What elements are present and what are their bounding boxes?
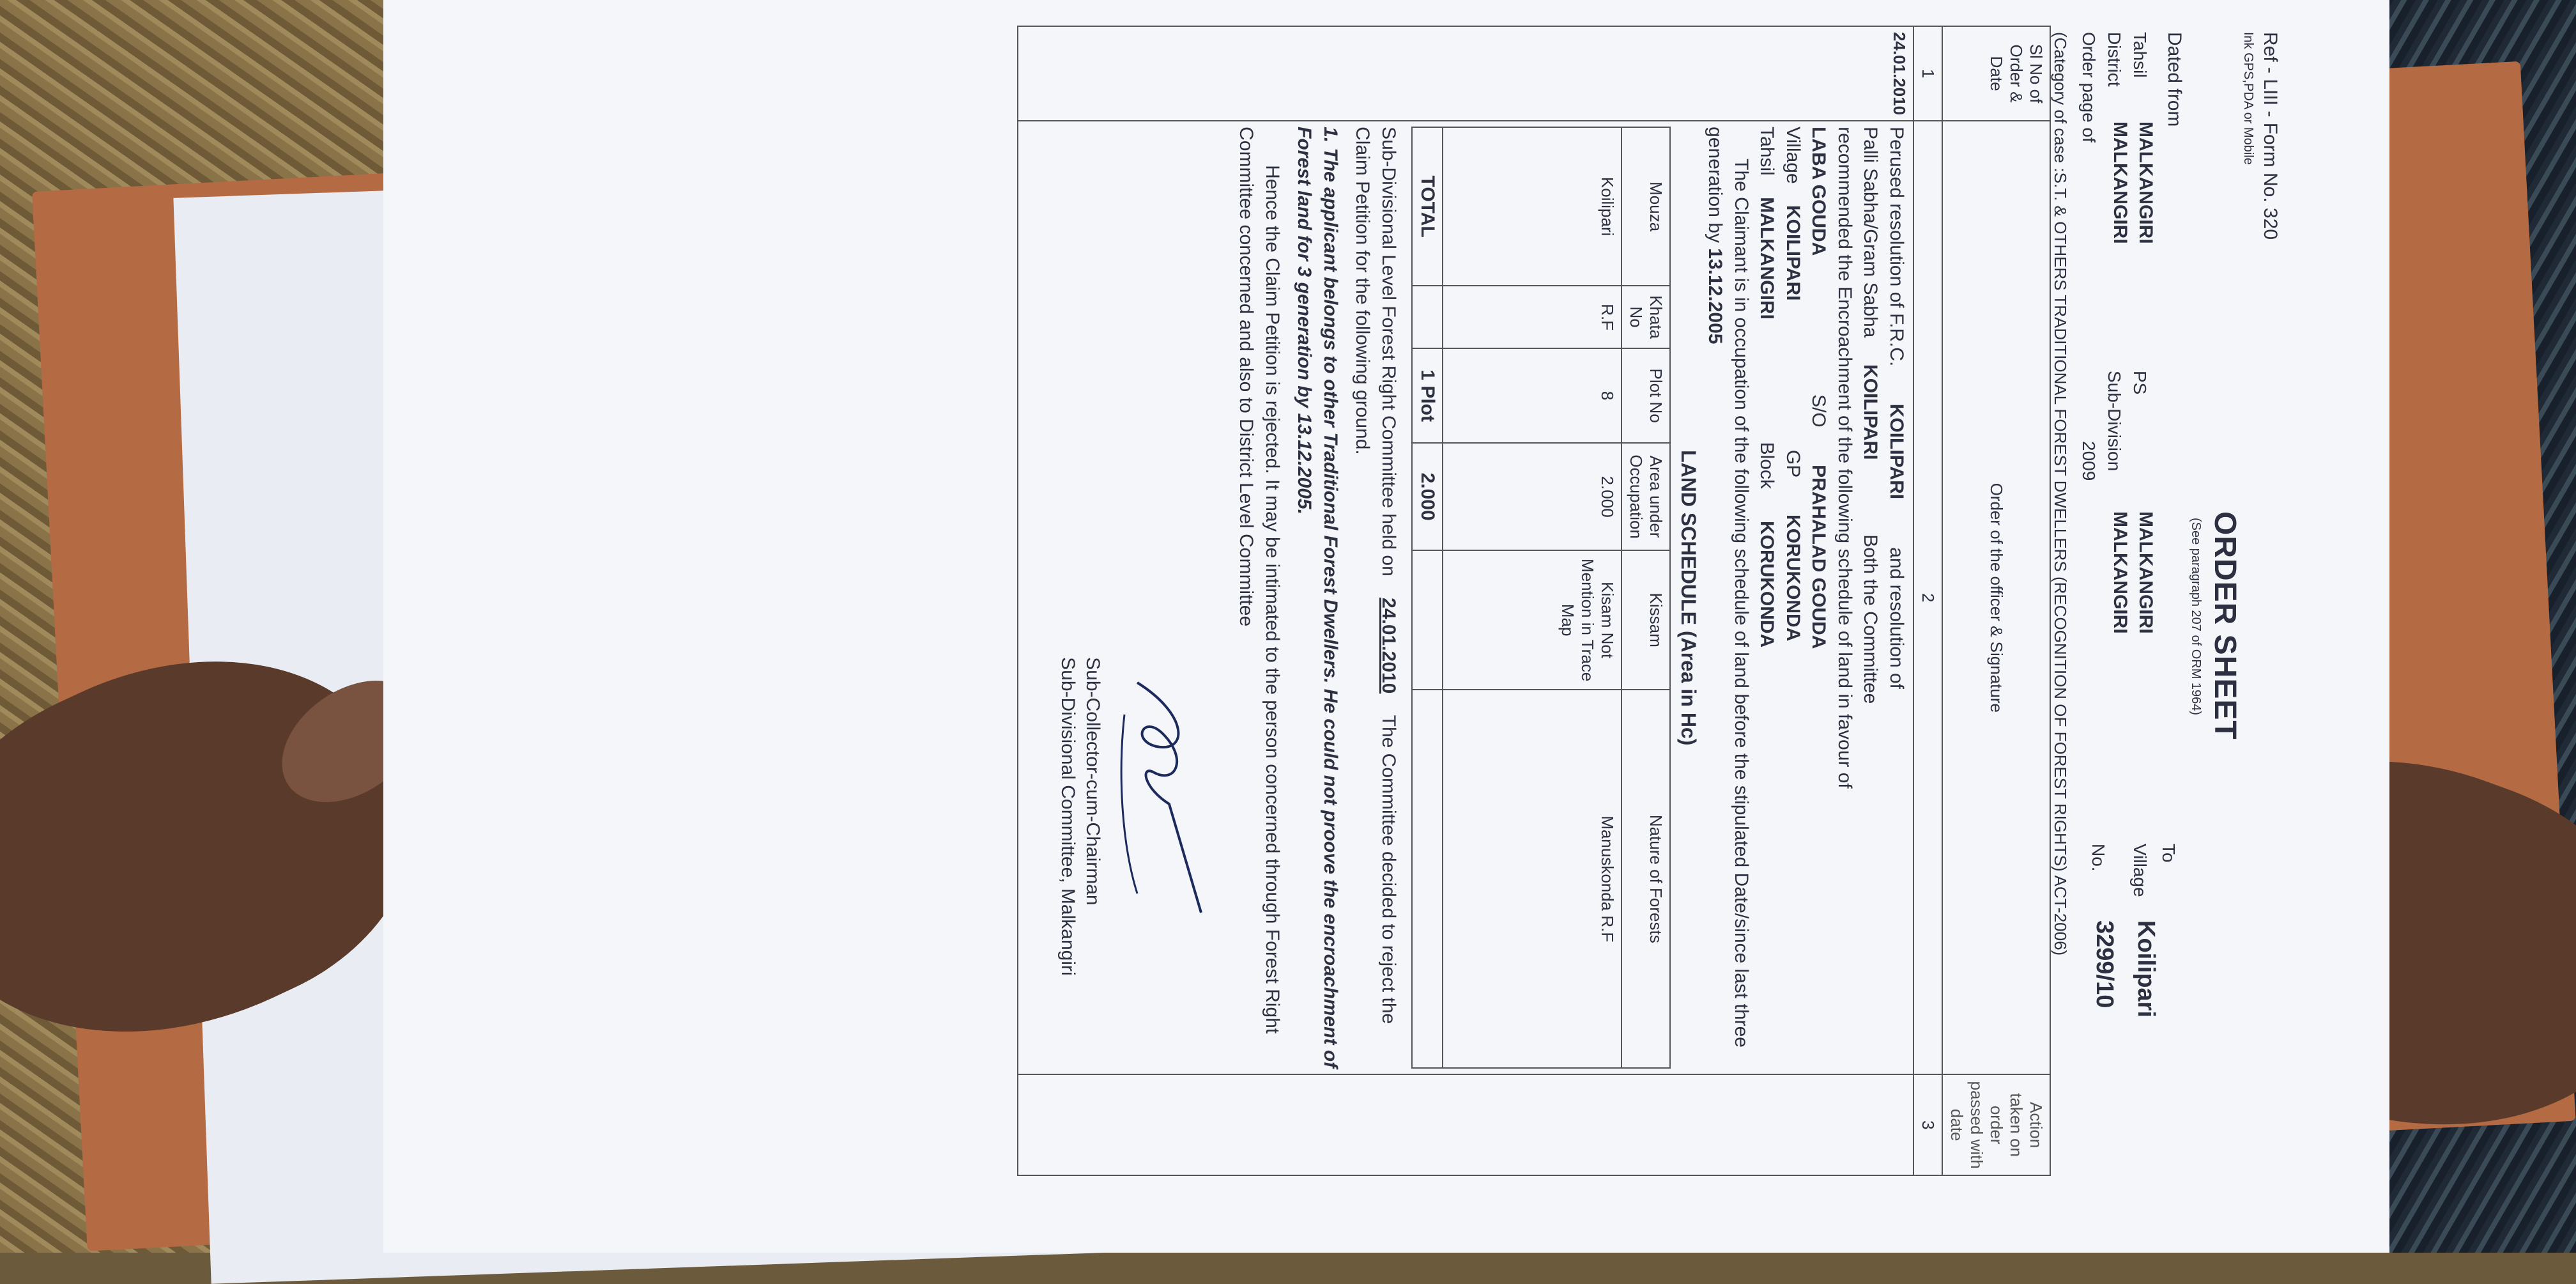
signatory-committee: Sub-Divisional Committee, Malkangiri — [1057, 657, 1078, 976]
land-nature: Manuskonda R.F — [1443, 690, 1621, 1068]
land-header-row — [1621, 127, 1670, 1068]
column-header-row — [1942, 26, 2050, 1175]
father-name: PRAHALAD GOUDA — [1808, 465, 1830, 649]
occupation-date: 13.12.2005 — [1705, 248, 1726, 344]
both-committee: Both the Committee — [1860, 534, 1882, 704]
land-header-area: Area under Occupation — [1621, 443, 1670, 550]
officer-signature — [1118, 676, 1214, 919]
gp-value: KORUKONDA — [1782, 514, 1804, 642]
village-label: Village — [2130, 844, 2150, 897]
land-khata: R.F — [1443, 286, 1621, 348]
decision-date: 24.01.2010 — [1377, 598, 1399, 694]
land-total-row — [1412, 127, 1443, 1068]
order-row — [1018, 26, 1913, 1175]
block-value: KORUKONDA — [1756, 520, 1778, 648]
claimant-village-label: Village — [1782, 127, 1804, 184]
land-total-label: TOTAL — [1412, 127, 1443, 286]
land-plot: 8 — [1443, 348, 1621, 443]
order-date: 24.01.2010 — [1018, 26, 1913, 121]
land-kissam: Kisam Not Mention in Trace Map — [1443, 550, 1621, 690]
claimant-tahsil: MALKANGIRI — [1756, 197, 1778, 320]
land-total-khata — [1412, 286, 1443, 348]
land-header-plot: Plot No — [1621, 348, 1670, 443]
year-value: 2009 — [2079, 441, 2099, 481]
district-value: MALKANGIRI — [2110, 121, 2131, 244]
subdivision-value: MALKANGIRI — [2110, 511, 2131, 634]
land-header-khata: Khata No — [1621, 286, 1670, 348]
land-total-area: 2.000 — [1412, 443, 1443, 550]
col-num-1: 1 — [1913, 26, 1942, 121]
rejection-conclusion: Hence the Claim Petition is rejected. It may be intimated to the person concerned through Forest Right Committee concerned and also to District Level Committee — [1236, 127, 1283, 1034]
palli-sabha-village: KOILIPARI — [1860, 364, 1882, 460]
no-value: 3299/10 — [2091, 920, 2118, 1009]
land-schedule-table — [1411, 127, 1671, 1069]
land-header-kissam: Kissam — [1621, 550, 1670, 690]
form-ref-text: Ref - LIII - Form No. 320 — [2260, 32, 2281, 240]
frc-village: KOILIPARI — [1886, 403, 1907, 500]
claimant-tahsil-label: Tahsil — [1756, 127, 1778, 176]
col-order-header: Order of the officer & Signature — [1942, 121, 2050, 1074]
page-title: ORDER SHEET — [2208, 511, 2242, 740]
recommended-text: recommended the Encroachment of the following schedule of land in favour of — [1834, 127, 1855, 789]
perused-label: Perused resolution of F.R.C. — [1886, 127, 1907, 367]
land-total-nature — [1412, 690, 1443, 1068]
claimant-village: KOILIPARI — [1782, 205, 1804, 301]
land-total-plot: 1 Plot — [1412, 348, 1443, 443]
so-label: S/O — [1808, 394, 1830, 428]
signature-area — [1022, 127, 1233, 1069]
land-area: 2.000 — [1443, 443, 1621, 550]
gp-label: GP — [1782, 449, 1804, 477]
land-mouza: Koilipari — [1443, 127, 1621, 286]
order-sheet-document — [383, 0, 2389, 1253]
land-header-mouza: Mouza — [1621, 127, 1670, 286]
dated-from: Dated from — [2164, 32, 2185, 127]
resolution-of: and resolution of — [1886, 547, 1907, 689]
district-label: District — [2104, 32, 2124, 87]
ps-label: PS — [2130, 371, 2150, 395]
block-label: Block — [1756, 442, 1778, 489]
decision-reject: The Committee decided to reject the Claim Petition for the following ground. — [1352, 127, 1399, 1025]
decision-intro: Sub-Divisional Level Forest Right Committee held on — [1377, 127, 1399, 576]
form-ref-note: Ink GPS,PDA or Mobile — [2241, 32, 2255, 165]
column-number-row — [1913, 26, 1942, 1175]
tahsil-value: MALKANGIRI — [2135, 121, 2156, 244]
decision-text — [1233, 127, 1401, 1069]
tahsil-label: Tahsil — [2130, 32, 2150, 78]
col-num-3: 3 — [1913, 1074, 1942, 1175]
case-category: (Category of case :S.T. & OTHERS TRADITIONAL FOREST DWELLERS (RECOGNITION OF FOREST RIGHTS) ACT-2006) — [2051, 32, 2070, 956]
to-label: To — [2159, 844, 2179, 863]
village-value: Koilipari — [2133, 920, 2159, 1018]
occupation-text: The Claimant is in occupation of the following schedule of land before the stipulated Date/since last three generation by — [1705, 127, 1752, 1048]
signatory-block — [1055, 657, 1105, 976]
land-total-kissam — [1412, 550, 1443, 690]
col-action-header: Action taken on order passed with date — [1942, 1074, 2050, 1175]
sheet-viewport — [383, 0, 2389, 1253]
ps-value: MALKANGIRI — [2135, 511, 2156, 634]
claimant-name: LABA GOUDA — [1808, 127, 1830, 256]
subdivision-label: Sub-Division — [2104, 371, 2124, 472]
palli-sabha-label: Palli Sabha/Gram Sabha — [1860, 127, 1882, 338]
form-ref — [2241, 32, 2281, 240]
page-subtitle: (See paragraph 207 of ORM 1964) — [2189, 518, 2203, 716]
land-header-nature: Nature of Forests — [1621, 690, 1670, 1068]
action-cell — [1018, 1074, 1913, 1175]
order-table — [1017, 26, 2051, 1176]
col-order-date-header: Sl No of Order & Date — [1942, 26, 2050, 121]
no-label: No. — [2089, 844, 2108, 872]
signatory-title: Sub-Collector-cum-Chairman — [1082, 657, 1103, 906]
col-num-2: 2 — [1913, 121, 1942, 1074]
order-body — [1018, 121, 1913, 1074]
land-data-row — [1443, 127, 1621, 1068]
order-page-label: Order page of — [2079, 32, 2099, 143]
order-text — [1675, 127, 1909, 1069]
land-schedule-title: LAND SCHEDULE (Area in Hc) — [1677, 450, 1700, 746]
rejection-ground: 1. The applicant belongs to other Traditional Forest Dwellers. He could not proove the encroachment of Forest land for 3 generation by 13.12.2005. — [1294, 127, 1341, 1069]
